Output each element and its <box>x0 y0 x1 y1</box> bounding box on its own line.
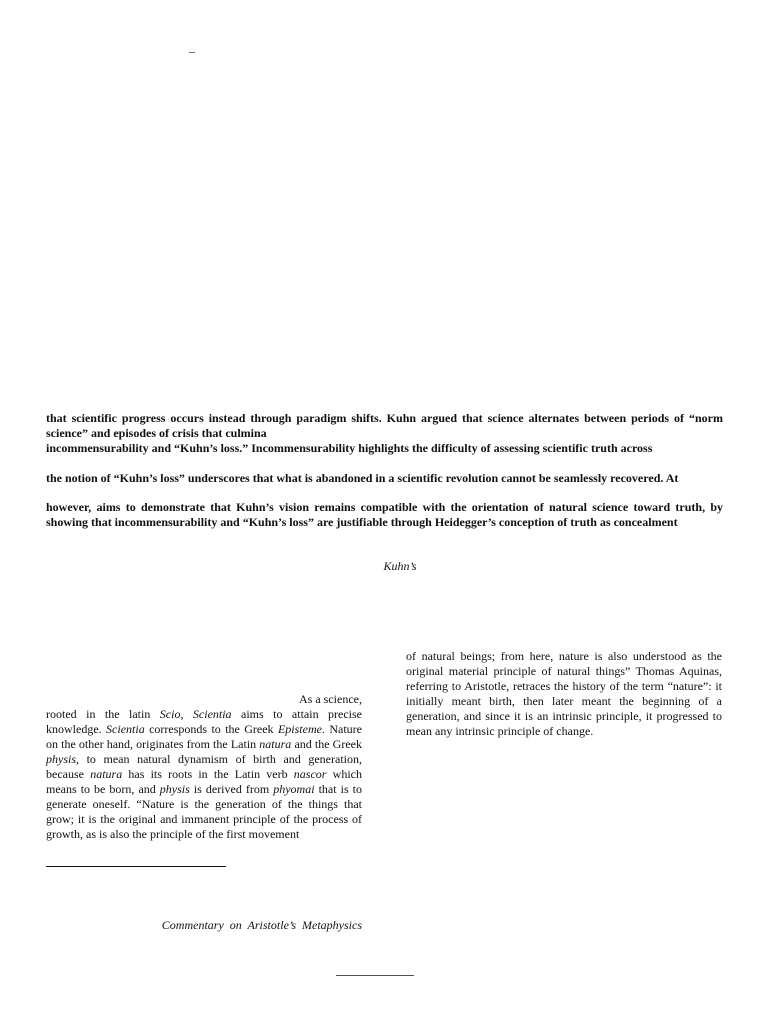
italic-term: Scientia <box>106 722 145 736</box>
italic-term: Episteme <box>277 722 322 736</box>
footnote-reference: Commentary on Aristotle’s Metaphysics <box>161 918 362 932</box>
text-run: that is to generate oneself. “Nature is the generation of the things that grow; it is the original and immanent principle of the process of growth, as is also the principle of the first movement <box>46 782 362 841</box>
text-run: which means to be born, and <box>46 767 362 796</box>
right-column-paragraph: of natural beings; from here, nature is also understood as the original material principle of natural things” Thomas Aquinas, referring to Aristotle, retraces the history of the term “nature”: it initially meant birth, then later meant the beginning of a generation, and since it is an intrinsic principle, it progressed to mean any intrinsic principle of change. <box>406 649 722 738</box>
right-column <box>406 649 722 739</box>
section-heading: Kuhn’s <box>383 559 417 573</box>
text-run: is derived from <box>189 782 274 796</box>
italic-term: nascor <box>293 767 327 781</box>
abstract-text: that scientific progress occurs instead through paradigm shifts. Kuhn argued that science alternates between periods of “norm science” and episodes of crisis that culmina <box>46 411 723 440</box>
text-run: and the Greek <box>291 737 362 751</box>
text-run: , to mean natural dynamism of birth and generation, because <box>46 752 362 781</box>
text-run: , <box>180 707 193 721</box>
left-column <box>46 692 362 842</box>
italic-term: phyomai <box>273 782 315 796</box>
abstract-text: the notion of “Kuhn’s loss” underscores that what is abandoned in a scientific revolution cannot be seamlessly recovered. At <box>46 471 679 485</box>
left-column-lead: As a science, <box>299 692 362 706</box>
abstract-line-4 <box>46 500 723 530</box>
italic-term: physis <box>46 752 76 766</box>
text-run: has its roots in the Latin verb <box>122 767 294 781</box>
italic-term: physis <box>159 782 190 796</box>
italic-term: natura <box>90 767 123 781</box>
text-run: rooted in the latin <box>46 707 160 721</box>
italic-term: Scio <box>159 707 181 721</box>
italic-term: Scientia <box>192 707 232 721</box>
footnote-separator <box>46 866 226 867</box>
abstract-text: however, aims to demonstrate that Kuhn’s vision remains compatible with the orientation of natural science toward truth, by showing that incommensurability and “Kuhn’s loss” are justifiable through Heidegger’s conception of truth as concealment <box>46 500 723 529</box>
text-run: aims to attain precise knowledge. <box>46 707 362 736</box>
abstract-line-1 <box>46 411 723 441</box>
text-run: . Nature on the other hand, originates from the Latin <box>46 722 362 751</box>
abstract-text: incommensurability and “Kuhn’s loss.” Incommensurability highlights the difficulty of assessing scientific truth across <box>46 441 653 455</box>
abstract-line-2 <box>46 441 723 456</box>
top-dash-mark: – <box>189 44 195 58</box>
text-run: corresponds to the Greek <box>144 722 278 736</box>
footer-link-underline[interactable] <box>336 975 414 976</box>
left-column-paragraph <box>46 707 362 842</box>
italic-term: natura <box>259 737 292 751</box>
abstract-line-3 <box>46 471 723 486</box>
